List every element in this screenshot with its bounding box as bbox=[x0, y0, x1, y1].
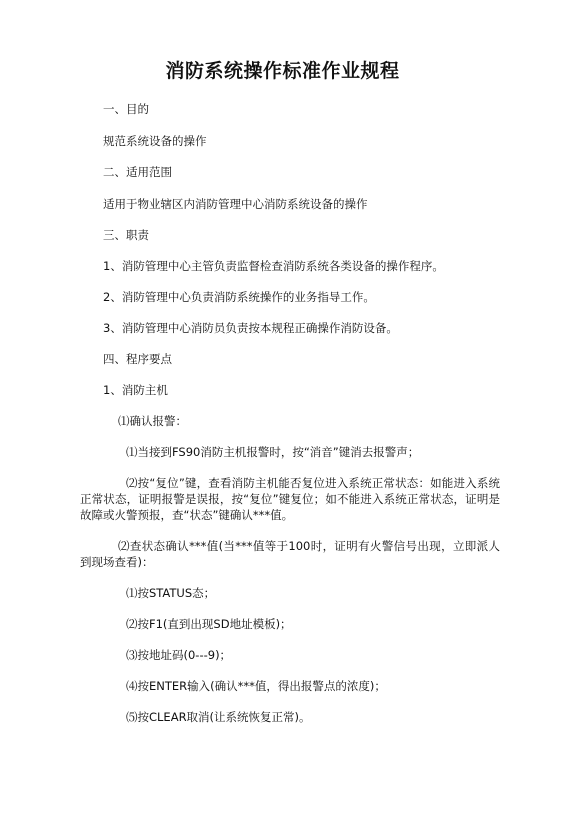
procedure-subheading-fire-panel: 1、消防主机 bbox=[103, 383, 168, 397]
step-check-status: ⑵查状态确认***值(当***值等于100时，证明有火警信号出现，立即派人到现场查看)： bbox=[80, 539, 500, 569]
step-check-status-1: ⑴按STATUS态； bbox=[126, 586, 216, 600]
step-check-status-4: ⑷按ENTER输入(确认***值，得出报警点的浓度)； bbox=[126, 679, 386, 693]
section-body-scope: 适用于物业辖区内消防管理中心消防系统设备的操作 bbox=[103, 197, 368, 211]
document-title: 消防系统操作标准作业规程 bbox=[165, 60, 400, 82]
section-body-purpose: 规范系统设备的操作 bbox=[103, 134, 207, 148]
step-confirm-alarm-2: ⑵按“复位”键，查看消防主机能否复位进入系统正常状态：如能进入系统正常状态，证明报警是误报，按“复位”键复位；如不能进入系统正常状态，证明是故障或火警预报，查“状态”键确认***值。 bbox=[80, 476, 500, 522]
duty-item-3: 3、消防管理中心消防员负责按本规程正确操作消防设备。 bbox=[103, 321, 398, 335]
duty-item-2: 2、消防管理中心负责消防系统操作的业务指导工作。 bbox=[103, 290, 375, 304]
duty-item-1: 1、消防管理中心主管负责监督检查消防系统各类设备的操作程序。 bbox=[103, 259, 444, 273]
step-confirm-alarm-1: ⑴当接到FS90消防主机报警时，按“消音”键消去报警声； bbox=[126, 445, 420, 459]
section-heading-procedure: 四、程序要点 bbox=[103, 352, 172, 366]
step-confirm-alarm: ⑴确认报警： bbox=[118, 414, 187, 428]
section-heading-duties: 三、职责 bbox=[103, 228, 149, 242]
step-check-status-5: ⑸按CLEAR取消(让系统恢复正常)。 bbox=[126, 710, 311, 724]
section-heading-scope: 二、适用范围 bbox=[103, 165, 172, 179]
step-check-status-2: ⑵按F1(直到出现SD地址模板)； bbox=[126, 617, 292, 631]
step-check-status-3: ⑶按地址码(0---9)； bbox=[126, 648, 232, 662]
section-heading-purpose: 一、目的 bbox=[103, 102, 149, 116]
